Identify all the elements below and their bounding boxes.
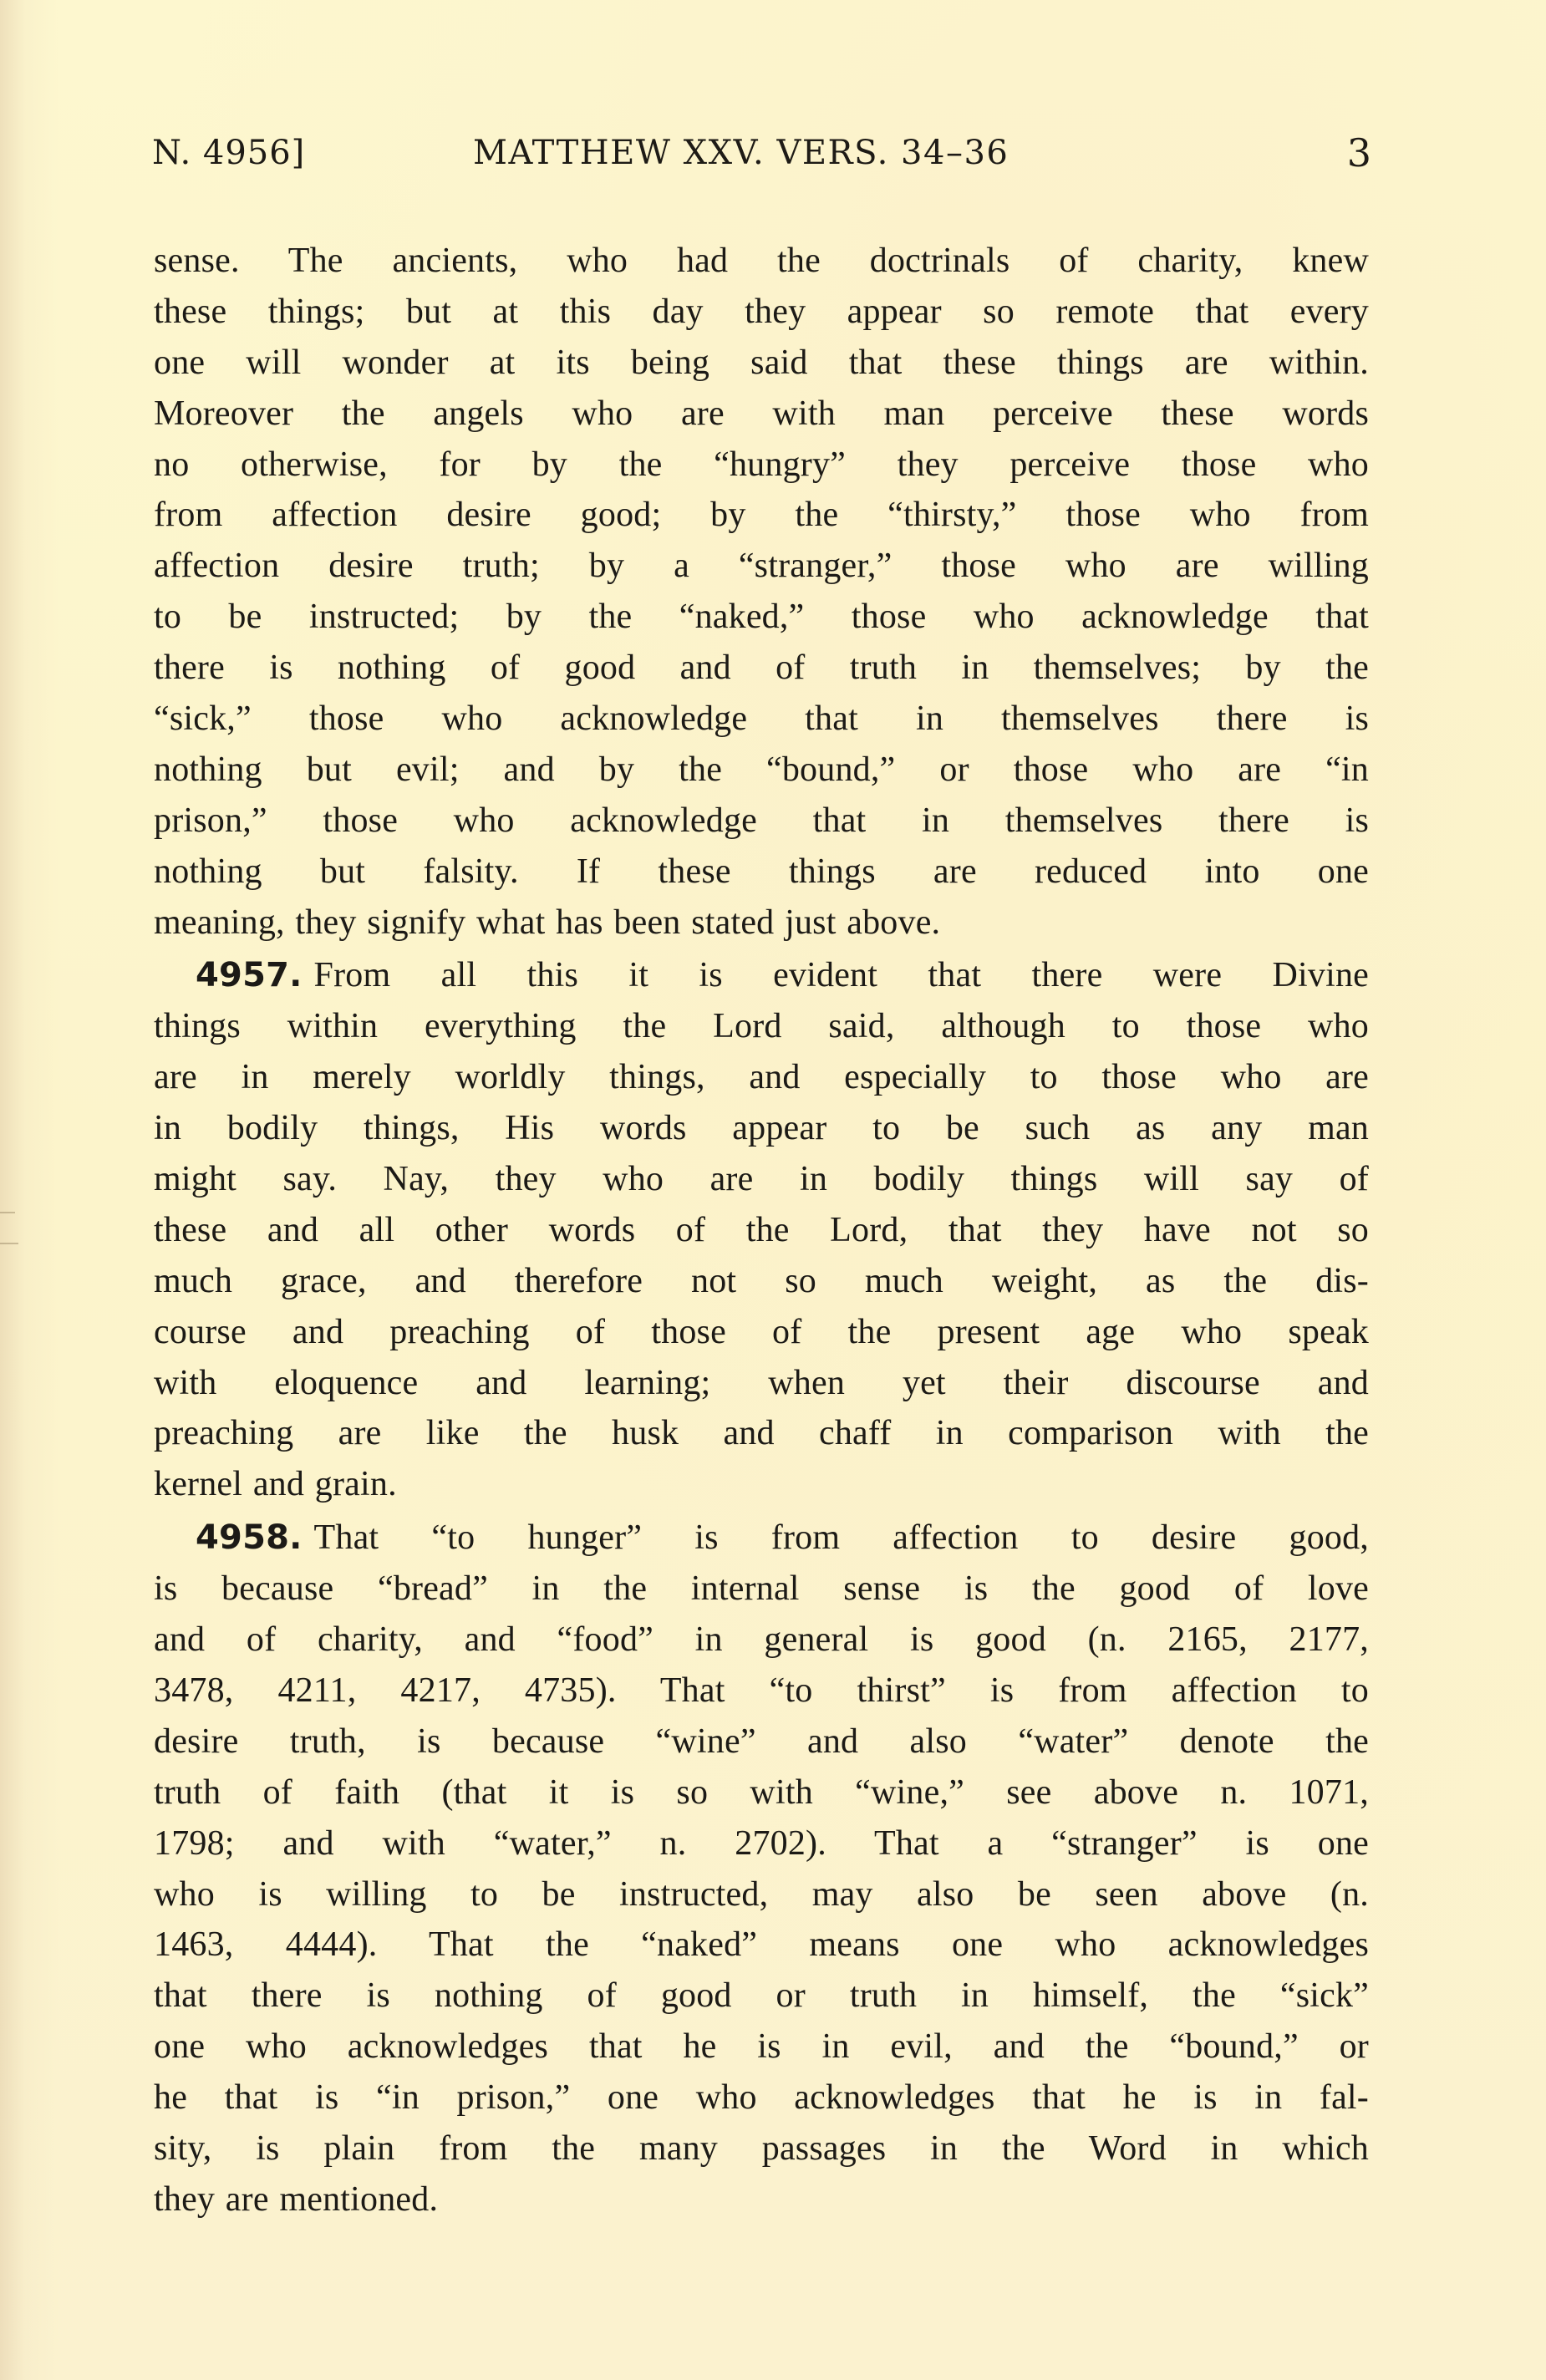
text-line: sity, is plain from the many passages in the Word in which	[154, 2128, 1369, 2168]
paragraph-4956-continuation	[154, 236, 1369, 948]
page-edge-mark	[0, 1212, 15, 1213]
text-line: that there is nothing of good or truth in himself, the “sick”	[154, 1976, 1369, 2016]
text-line: things within everything the Lord said, although to those who	[154, 1007, 1369, 1046]
running-header	[152, 130, 1372, 184]
text-line: sense. The ancients, who had the doctrinals of charity, knew	[154, 242, 1369, 280]
text-line: desire truth, is because “wine” and also “water” denote the	[154, 1721, 1369, 1761]
text-line: 4957. From all this it is evident that there were Divine	[154, 950, 1369, 1001]
text-line: one who acknowledges that he is in evil, and the “bound,” or	[154, 2027, 1369, 2067]
text-line: he that is “in prison,” one who acknowledges that he is in fal-	[154, 2078, 1369, 2118]
text-line: these and all other words of the Lord, that they have not so	[154, 1210, 1369, 1249]
text-line: they are mentioned.	[154, 2179, 439, 2219]
text-line: kernel and grain.	[154, 1465, 397, 1504]
text-line: much grace, and therefore not so much weight, as the dis-	[154, 1261, 1369, 1300]
paragraph-4958	[154, 1513, 1369, 2225]
text-line: 3478, 4211, 4217, 4735). That “to thirst” is from affection to	[154, 1671, 1369, 1710]
text-line: might say. Nay, they who are in bodily things will say of	[154, 1160, 1369, 1199]
paragraph-number: 4958.	[196, 1518, 303, 1558]
header-title: MATTHEW XXV. VERS. 34–36	[473, 134, 1009, 172]
text-line: in bodily things, His words appear to be such as any man	[154, 1109, 1369, 1148]
text-line: to be instructed; by the “naked,” those who acknowledge that	[154, 598, 1369, 637]
text-line: meaning, they signify what has been stated just above.	[154, 903, 941, 942]
text-line: is because “bread” in the internal sense is the good of love	[154, 1569, 1369, 1609]
body-text	[154, 236, 1369, 2225]
text-line: no otherwise, for by the “hungry” they perceive those who	[154, 445, 1369, 484]
text-line: 1798; and with “water,” n. 2702). That a “stranger” is one	[154, 1823, 1369, 1863]
text-line: affection desire truth; by a “stranger,” those who are willing	[154, 547, 1369, 586]
paragraph-number: 4957.	[196, 956, 303, 995]
text-line: “sick,” those who acknowledge that in themselves there is	[154, 699, 1369, 739]
text-line: there is nothing of good and of truth in themselves; by the	[154, 648, 1369, 688]
text-line: with eloquence and learning; when yet their discourse and	[154, 1363, 1369, 1402]
text-line: nothing but falsity. If these things are reduced into one	[154, 852, 1369, 891]
text-line: prison,” those who acknowledge that in themselves there is	[154, 801, 1369, 840]
text-line: who is willing to be instructed, may also be seen above (n.	[154, 1874, 1369, 1914]
header-section-ref: N. 4956]	[152, 134, 306, 172]
page-number: 3	[1346, 130, 1372, 175]
paragraph-4957	[154, 950, 1369, 1510]
page-edge-mark	[0, 1243, 18, 1244]
text-line: Moreover the angels who are with man perceive these words	[154, 394, 1369, 433]
text-line: one will wonder at its being said that these things are within.	[154, 343, 1369, 382]
text-line: preaching are like the husk and chaff in comparison with the	[154, 1414, 1369, 1453]
text-line: are in merely worldly things, and especially to those who are	[154, 1058, 1369, 1097]
text-line: and of charity, and “food” in general is good (n. 2165, 2177,	[154, 1620, 1369, 1660]
text-line: nothing but evil; and by the “bound,” or those who are “in	[154, 750, 1369, 789]
text-line: from affection desire good; by the “thirsty,” those who from	[154, 496, 1369, 535]
text-line: truth of faith (that it is so with “wine,” see above n. 1071,	[154, 1772, 1369, 1812]
text-line: 4958. That “to hunger” is from affection to desire good,	[154, 1513, 1369, 1564]
text-line: course and preaching of those of the present age who speak	[154, 1312, 1369, 1351]
text-line: 1463, 4444). That the “naked” means one who acknowledges	[154, 1925, 1369, 1965]
text-line: these things; but at this day they appear so remote that every	[154, 292, 1369, 331]
